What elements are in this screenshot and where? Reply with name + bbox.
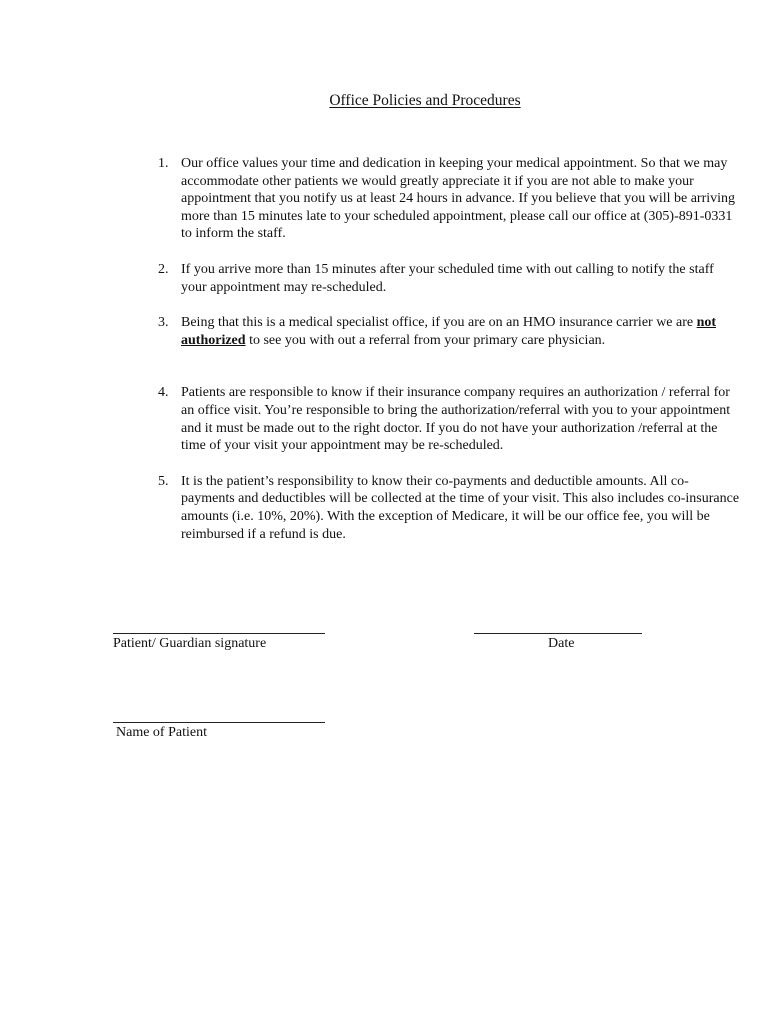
policy-item-3 xyxy=(155,314,740,349)
patient-name-line[interactable] xyxy=(113,722,325,723)
patient-signature-line[interactable] xyxy=(113,633,325,634)
patient-name-label: Name of Patient xyxy=(116,725,207,740)
policy-text: Our office values your time and dedication in keeping your medical appointment. So that we may accommodate other patients we would greatly appreciate it if you are not able to make your appointment that you notify us at least 24 hours in advance. If you believe that you will be arriving more than 15 minutes late to your scheduled appointment, please call our office at (305)-891-0331 to inform the staff. xyxy=(181,156,736,242)
policy-text: It is the patient’s responsibility to know their co-payments and deductible amounts. All co-payments and deductibles will be collected at the time of your visit. This also includes co-insurance amounts (i.e. 10%, 20%). With the exception of Medicare, it will be our office fee, you will be reimbursed if a refund is due. xyxy=(181,473,740,542)
policy-number: 1. xyxy=(158,156,169,171)
policy-number: 5. xyxy=(158,473,169,489)
policy-number: 2. xyxy=(158,261,169,277)
policy-text: If you arrive more than 15 minutes after your scheduled time with out calling to notify the staff your appointment may re-scheduled. xyxy=(181,261,714,295)
not-authorized-emphasis: not authorized xyxy=(181,315,717,348)
patient-guardian-signature-label: Patient/ Guardian signature xyxy=(113,636,267,651)
policy-text: Patients are responsible to know if their insurance company requires an authorization / referral for an office visit. You’re responsible to bring the authorization/referral with you to your appointment and it must be made out to the right doctor. If you do not have your authorization /referral at the time of your visit your appointment may be re-scheduled. xyxy=(181,385,731,454)
policy-text-before: Being that this is a medical specialist office, if you are on an HMO insurance carrier we are xyxy=(181,315,697,331)
policy-item-1 xyxy=(155,155,740,243)
policy-item-5 xyxy=(155,473,740,543)
policy-item-4 xyxy=(155,384,740,454)
date-line[interactable] xyxy=(474,633,642,634)
page-title: Office Policies and Procedures xyxy=(329,92,521,109)
policy-number: 4. xyxy=(158,385,169,401)
policy-text-after: to see you with out a referral from your primary care physician. xyxy=(245,332,606,348)
policy-list xyxy=(155,155,740,543)
policy-number: 3. xyxy=(158,315,169,331)
date-label: Date xyxy=(548,636,575,651)
policy-item-2 xyxy=(155,261,740,296)
